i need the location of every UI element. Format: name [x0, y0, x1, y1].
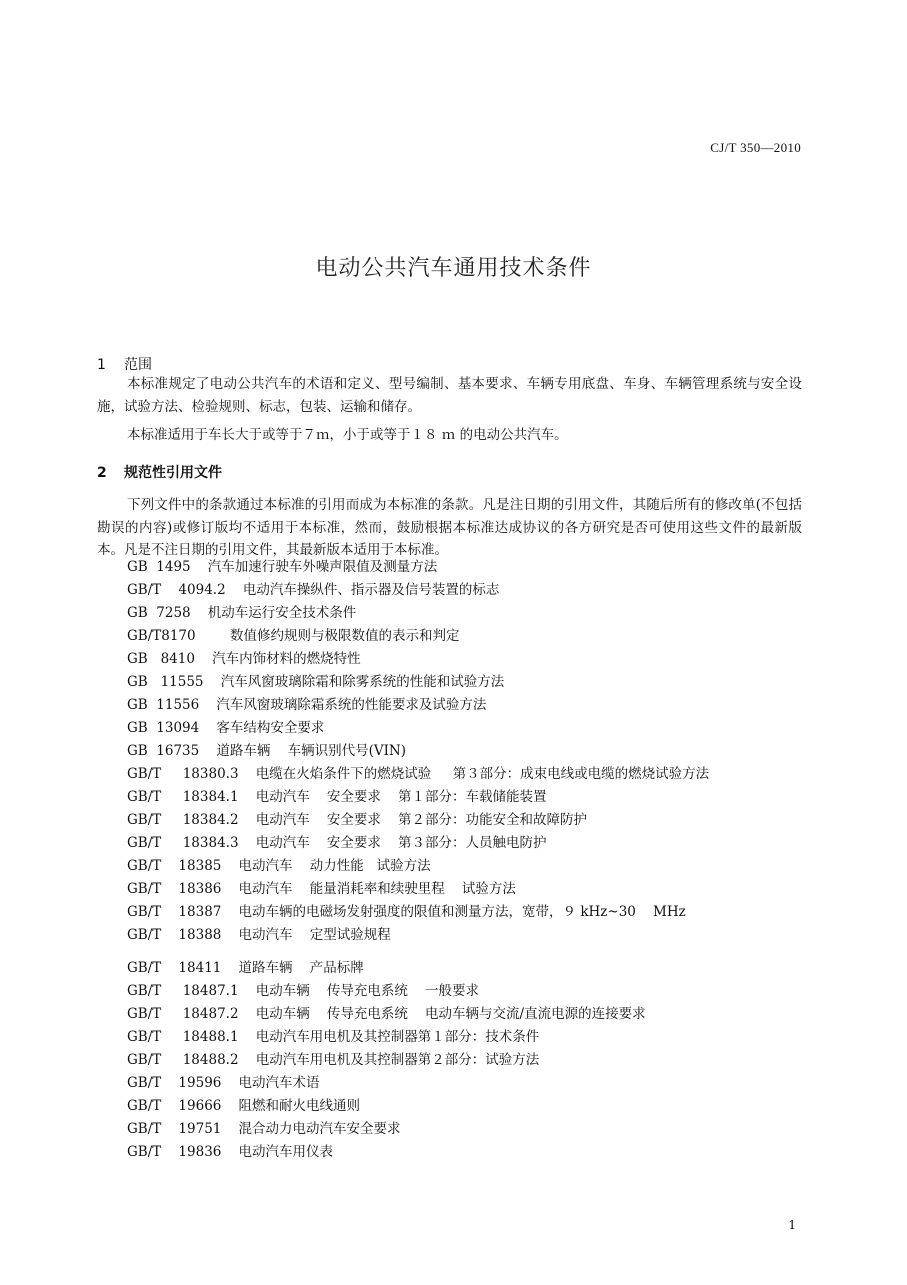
section-2-title: 规范性引用文件 — [124, 465, 222, 481]
reference-item: GB 11555 汽车风窗玻璃除霜和除雾系统的性能和试验方法 — [127, 674, 505, 690]
section-2-intro: 下列文件中的条款通过本标准的引用而成为本标准的条款。凡是注日期的引用文件，其随后所有的修改单(不包括勘误的内容)或修订版均不适用于本标准，然而，鼓励根据本标准达成协议的各方研究是否可使用这些文件的最新版本。凡是不注日期的引用文件，其最新版本适用于本标准。 — [97, 497, 802, 558]
reference-item: GB/T 19751 混合动力电动汽车安全要求 — [127, 1121, 401, 1137]
reference-item: GB/T 18488.1 电动汽车用电机及其控制器第１部分：技术条件 — [127, 1029, 540, 1045]
section-2-number: 2 — [97, 465, 107, 481]
reference-item: GB/T 18380.3 电缆在火焰条件下的燃烧试验 第３部分：成束电线或电缆的燃烧试验方法 — [127, 766, 710, 782]
reference-item: GB 11556 汽车风窗玻璃除霜系统的性能要求及试验方法 — [127, 697, 487, 713]
reference-item: GB/T 18384.3 电动汽车 安全要求 第３部分：人员触电防护 — [127, 835, 547, 851]
reference-item: GB/T 18384.2 电动汽车 安全要求 第２部分：功能安全和故障防护 — [127, 812, 588, 828]
reference-item: GB 13094 客车结构安全要求 — [127, 720, 325, 736]
reference-item: GB/T 4094.2 电动汽车操纵件、指示器及信号装置的标志 — [127, 582, 500, 598]
reference-item: GB/T 18384.1 电动汽车 安全要求 第１部分：车载储能装置 — [127, 789, 547, 805]
section-1-number: 1 — [97, 357, 106, 373]
section-1-heading — [97, 354, 152, 374]
reference-item: GB/T 18385 电动汽车 动力性能 试验方法 — [127, 858, 431, 874]
reference-item: GB 8410 汽车内饰材料的燃烧特性 — [127, 651, 361, 667]
reference-item: GB/T8170 数值修约规则与极限数值的表示和判定 — [127, 628, 460, 644]
reference-item: GB/T 18487.1 电动车辆 传导充电系统 一般要求 — [127, 983, 480, 999]
reference-item: GB 1495 汽车加速行驶车外噪声限值及测量方法 — [127, 559, 438, 575]
reference-item: GB 7258 机动车运行安全技术条件 — [127, 605, 357, 621]
standard-code: CJ/T 350—2010 — [710, 140, 801, 155]
section-1-paragraph-1: 本标准规定了电动公共汽车的术语和定义、型号编制、基本要求、车辆专用底盘、车身、车辆管理系统与安全设施，试验方法、检验规则、标志，包装、运输和储存。 — [97, 376, 802, 415]
reference-item: GB/T 18388 电动汽车 定型试验规程 — [127, 927, 391, 943]
document-title: 电动公共汽车通用技术条件 — [315, 256, 592, 281]
reference-item: GB/T 18411 道路车辆 产品标牌 — [127, 960, 364, 976]
normative-reference-list — [127, 556, 817, 1164]
reference-item: GB 16735 道路车辆 车辆识别代号(VIN) — [127, 743, 406, 759]
reference-item: GB/T 18488.2 电动汽车用电机及其控制器第２部分：试验方法 — [127, 1052, 540, 1068]
reference-item: GB/T 18386 电动汽车 能量消耗率和续驶里程 试验方法 — [127, 881, 516, 897]
section-2-heading — [97, 462, 222, 482]
reference-item: GB/T 19836 电动汽车用仪表 — [127, 1144, 334, 1160]
reference-item: GB/T 19666 阻燃和耐火电线通则 — [127, 1098, 361, 1114]
reference-item: GB/T 18487.2 电动车辆 传导充电系统 电动车辆与交流/直流电源的连接要求 — [127, 1006, 646, 1022]
page-number: 1 — [788, 1218, 796, 1232]
reference-item: GB/T 19596 电动汽车术语 — [127, 1075, 320, 1091]
section-1-paragraph-2: 本标准适用于车长大于或等于７ｍ，小于或等于１８ ｍ 的电动公共汽车。 — [127, 427, 568, 443]
reference-item: GB/T 18387 电动车辆的电磁场发射强度的限值和测量方法，宽带，９ kHz~30 MHz — [127, 904, 686, 920]
section-1-title: 范围 — [124, 357, 152, 373]
